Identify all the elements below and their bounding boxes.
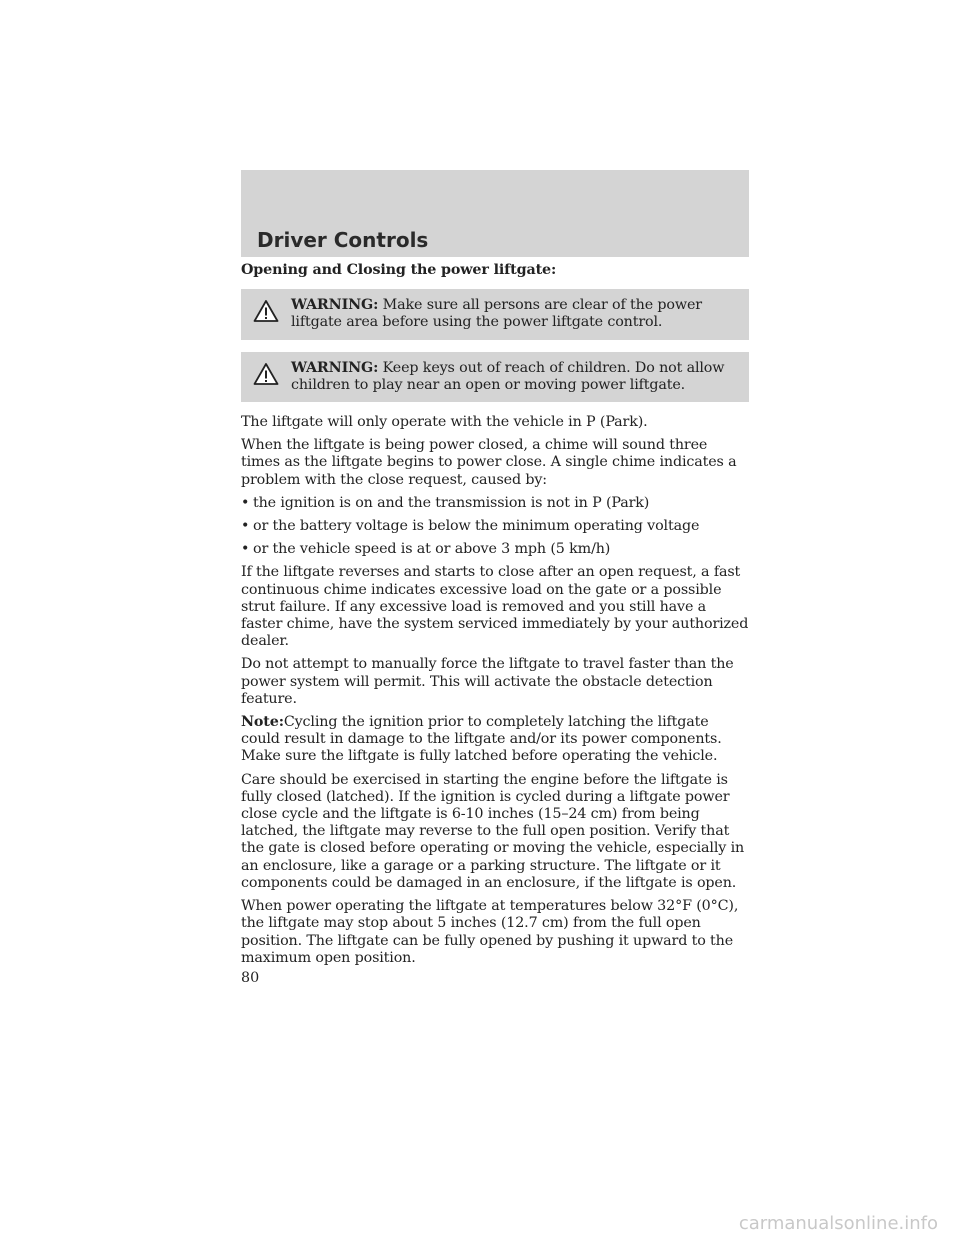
warning-box-2: [241, 352, 749, 402]
subheading: Opening and Closing the power liftgate:: [241, 262, 557, 278]
paragraph-chime: When the liftgate is being power closed, a chime will sound three times as the liftgate begins to power close. A single chime indicates a problem with the close request, caused by:: [241, 437, 737, 488]
warning-triangle-icon: [253, 362, 279, 386]
page-content: [241, 262, 749, 973]
warning-text: Keep keys out of reach of children. Do not allow children to play near an open or moving power liftgate.: [291, 359, 725, 393]
list-item: [241, 518, 749, 535]
section-header: [241, 170, 749, 257]
list-item-text: or the battery voltage is below the minimum operating voltage: [253, 518, 700, 535]
paragraph-park: The liftgate will only operate with the vehicle in P (Park).: [241, 414, 648, 431]
note: [241, 714, 749, 766]
warning-label: WARNING:: [291, 359, 379, 376]
list-item: [241, 495, 749, 512]
bullet-mark: •: [241, 494, 250, 511]
warning-triangle-icon: [253, 299, 279, 323]
paragraph-care: Care should be exercised in starting the engine before the liftgate is fully closed (latched). If the ignition is cycled during a liftgate power close cycle and the liftgate is 6-10 inches (15–24 cm) from being latched, the liftgate may reverse to the full open position. Verify that the gate is closed before operating or moving the vehicle, especially in an enclosure, like a garage or a parking structure. The liftgate or it components could be damaged in an enclosure, if the liftgate is open.: [241, 771, 745, 891]
watermark: carmanualsonline.info: [738, 1213, 938, 1234]
list-item-text: or the vehicle speed is at or above 3 mph (5 km/h): [253, 541, 611, 558]
warning-box-1: [241, 289, 749, 339]
paragraph-force: Do not attempt to manually force the liftgate to travel faster than the power system will permit. This will activate the obstacle detection feature.: [241, 656, 734, 707]
list-item: [241, 541, 749, 558]
paragraph-temperature: When power operating the liftgate at temperatures below 32°F (0°C), the liftgate may stop about 5 inches (12.7 cm) from the full open position. The liftgate can be fully opened by pushing it upward to the maximum open position.: [241, 898, 739, 966]
warning-text: Make sure all persons are clear of the power liftgate area before using the power liftgate control.: [291, 297, 702, 331]
warning-label: WARNING:: [291, 297, 379, 314]
bullet-mark: •: [241, 518, 250, 535]
note-text: Cycling the ignition prior to completely latching the liftgate could result in damage to the liftgate and/or its power components. Make sure the liftgate is fully latched before operating the vehicle.: [241, 714, 722, 765]
page-number: 80: [241, 970, 260, 986]
section-title: Driver Controls: [257, 228, 429, 252]
list-item-text: the ignition is on and the transmission is not in P (Park): [253, 494, 650, 511]
note-label: Note:: [241, 714, 284, 731]
paragraph-reverse: If the liftgate reverses and starts to close after an open request, a fast continuous chime indicates excessive load on the gate or a possible strut failure. If any excessive load is removed and you still have a faster chime, have the system serviced immediately by your authorized dealer.: [241, 564, 749, 650]
bullet-mark: •: [241, 541, 250, 558]
